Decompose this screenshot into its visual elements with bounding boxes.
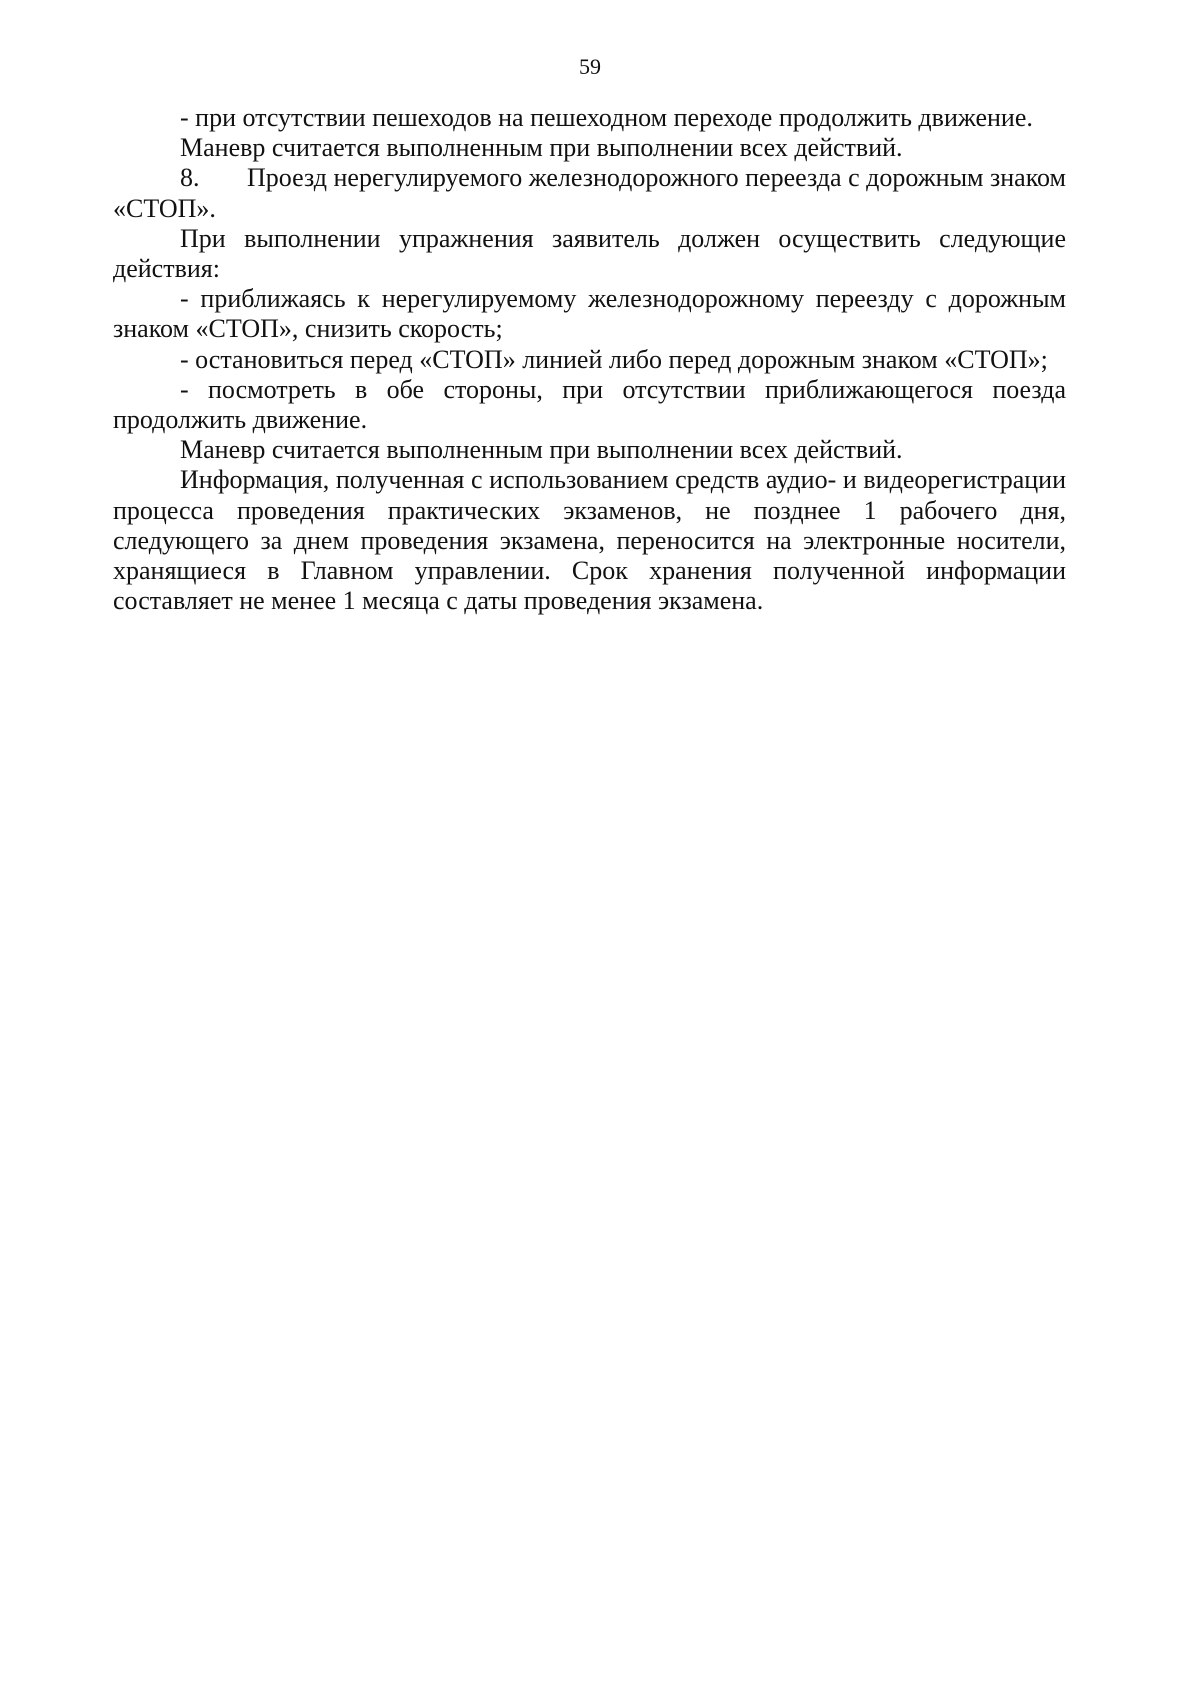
section-title: Проезд нерегулируемого железнодорожного переезда с дорожным знаком «СТОП». [113,163,1066,223]
paragraph-maneuver-complete: Маневр считается выполненным при выполнении всех действий. [180,133,903,163]
document-body [113,103,1066,616]
list-item-look-both-ways: - посмотреть в обе стороны, при отсутствии приближающегося поезда продолжить движение. [113,374,1066,435]
list-item-stop-before-line: - остановиться перед «СТОП» линией либо перед дорожным знаком «СТОП»; [180,344,1048,374]
section-heading-railway-crossing [113,163,1066,223]
paragraph-exercise-actions-intro: При выполнении упражнения заявитель должен осуществить следующие действия: [113,223,1066,284]
list-item-reduce-speed: - приближаясь к нерегулируемому железнодорожному переезду с дорожным знаком «СТОП», снизить скорость; [113,284,1066,344]
paragraph-maneuver-complete-2: Маневр считается выполненным при выполнении всех действий. [180,435,903,465]
paragraph-video-recording-storage: Информация, полученная с использованием средств аудио- и видеорегистрации процесса проведения практических экзаменов, не позднее 1 рабочего дня, следующего за днем проведения экзамена, переносится на электронные носители, хранящиеся в Главном управлении. Срок хранения полученной информации составляет не менее 1 месяца с даты проведения экзамена. [113,465,1066,616]
paragraph-pedestrian-continue: - при отсутствии пешеходов на пешеходном переходе продолжить движение. [180,103,1033,132]
page-number: 59 [579,54,601,79]
section-number: 8. [180,163,200,193]
